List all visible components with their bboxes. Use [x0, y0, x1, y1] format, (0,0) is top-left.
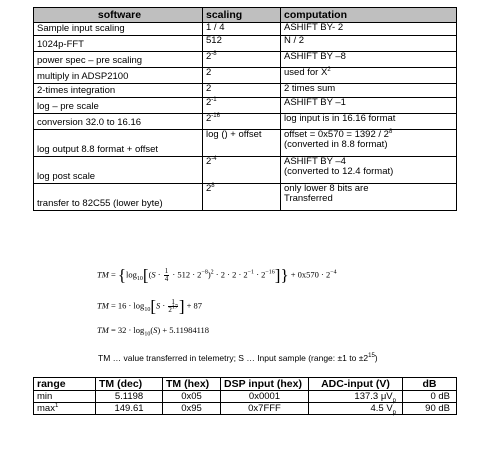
cell-scaling: 2	[203, 68, 281, 84]
table-header-row	[34, 8, 457, 23]
table-row	[34, 157, 457, 184]
table-row	[34, 36, 457, 52]
header-computation: computation	[281, 8, 457, 23]
cell-scaling: log () + offset	[203, 130, 281, 157]
cell-computation: used for $X^2$	[281, 68, 457, 84]
cell-tm-dec: 149.61	[96, 403, 163, 415]
table-row	[34, 23, 457, 36]
cell-software: power spec – pre scaling	[34, 52, 203, 68]
cell-scaling: $2^8$	[203, 184, 281, 211]
table-row	[34, 98, 457, 114]
header-range: range	[34, 378, 96, 391]
cell-software: log – pre scale	[34, 98, 203, 114]
cell-software: log post scale	[34, 157, 203, 184]
table-row	[34, 84, 457, 98]
cell-range: min	[34, 391, 96, 403]
table-row	[34, 184, 457, 211]
cell-software: log output 8.8 format + offset	[34, 130, 203, 157]
cell-software: conversion 32.0 to 16.16	[34, 114, 203, 130]
cell-tm-dec: 5.1198	[96, 391, 163, 403]
table-row	[34, 114, 457, 130]
legend-note: TM … value transferred in telemetry; S … Input sample (range: ±1 to $\pm 2^{15}$)	[98, 353, 378, 363]
range-header-row	[34, 378, 457, 391]
header-adc-input: ADC-input (V)	[309, 378, 403, 391]
cell-adc-input: 4.5 $V_p$	[309, 403, 403, 415]
cell-dsp-input: 0x7FFF	[221, 403, 309, 415]
cell-tm-hex: 0x05	[163, 391, 221, 403]
cell-computation: N / 2	[281, 36, 457, 52]
cell-scaling: 2	[203, 84, 281, 98]
cell-range: $\max^1$	[34, 403, 96, 415]
header-tm-hex: TM (hex)	[163, 378, 221, 391]
cell-computation: ASHIFT BY- 2	[281, 23, 457, 36]
cell-scaling: 512	[203, 36, 281, 52]
header-scaling: scaling	[203, 8, 281, 23]
cell-scaling: $2^{-4}$	[203, 157, 281, 184]
header-dsp-input: DSP input (hex)	[221, 378, 309, 391]
cell-computation: log input is in 16.16 format	[281, 114, 457, 130]
cell-software: transfer to 82C55 (lower byte)	[34, 184, 203, 211]
cell-software: multiply in ADSP2100	[34, 68, 203, 84]
table-row	[34, 391, 457, 403]
cell-computation: offset = $0x570 = 1392 / 2^8$ (converted in 8.8 format)	[281, 130, 457, 157]
cell-db: 0 dB	[403, 391, 457, 403]
table-row	[34, 68, 457, 84]
cell-scaling: $2^{-8}$	[203, 52, 281, 68]
table-row	[34, 403, 457, 415]
formula-2: TM = $16 \cdot \log_{10}[S$ · $\frac{1}{2^{17}}$ ] + 87	[97, 296, 203, 316]
cell-scaling: $2^{-1}$	[203, 98, 281, 114]
table-row	[34, 130, 457, 157]
header-tm-dec: TM (dec)	[96, 378, 163, 391]
cell-dsp-input: 0x0001	[221, 391, 309, 403]
cell-tm-hex: 0x95	[163, 403, 221, 415]
cell-software: Sample input scaling	[34, 23, 203, 36]
cell-adc-input: 137.3 $\mu V_p$	[309, 391, 403, 403]
header-db: dB	[403, 378, 457, 391]
scaling-table	[33, 7, 457, 211]
formula-3: TM = $32 \cdot \log_{10}(S) + 5.11984118$	[97, 325, 210, 338]
range-table	[33, 377, 457, 415]
table-row	[34, 52, 457, 68]
cell-db: 90 dB	[403, 403, 457, 415]
formula-1: TM = {$\log_{10}[(S$ · $\frac{1}{4}$ · $512 \cdot 2^{-8})^2 \cdot 2 \cdot 2 \cdot 2^{-1} \cdot 2^{-16}]\} + 0x570 \cdot 2^{-4}$	[97, 265, 337, 285]
cell-software: 1024p-FFT	[34, 36, 203, 52]
cell-computation: 2 times sum	[281, 84, 457, 98]
cell-computation: only lower 8 bits are Transferred	[281, 184, 457, 211]
cell-scaling: 1 / 4	[203, 23, 281, 36]
cell-computation: ASHIFT BY –1	[281, 98, 457, 114]
cell-computation: ASHIFT BY –4 (converted to 12.4 format)	[281, 157, 457, 184]
header-software: software	[34, 8, 203, 23]
cell-scaling: $2^{-16}$	[203, 114, 281, 130]
cell-computation: ASHIFT BY –8	[281, 52, 457, 68]
cell-software: 2-times integration	[34, 84, 203, 98]
